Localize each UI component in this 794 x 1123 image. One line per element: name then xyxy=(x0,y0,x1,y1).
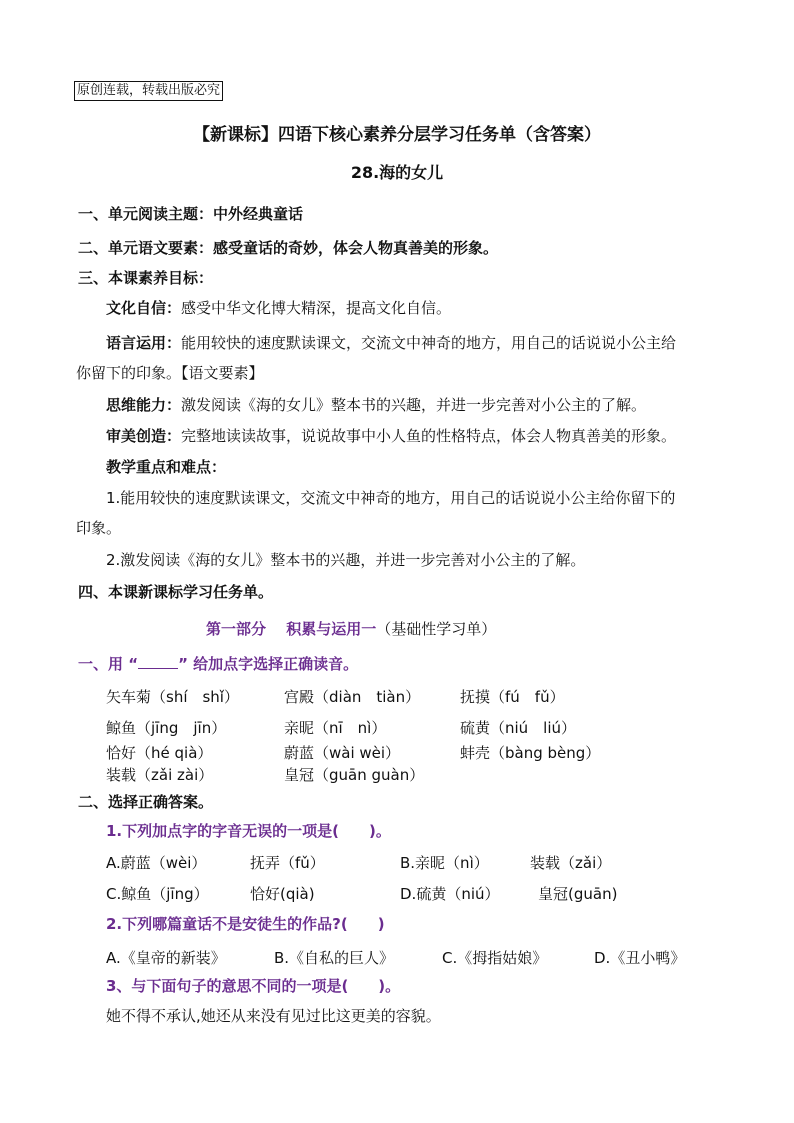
section-4: 四、本课新课标学习任务单。 xyxy=(78,583,274,601)
lesson-title: 28.海的女儿 xyxy=(350,163,444,182)
option-b2: 装载（zǎi） xyxy=(530,854,612,872)
pinyin-item: 皇冠（guān guàn） xyxy=(284,766,425,784)
option-d: D.硫黄（niú） xyxy=(400,885,500,903)
option-b: B.《自私的巨人》 xyxy=(274,949,395,967)
question-2-2-text: 2.下列哪篇童话不是安徒生的作品?( ) xyxy=(106,915,385,933)
goal-text: 完整地读读故事，说说故事中小人鱼的性格特点，体会人物真善美的形象。 xyxy=(181,427,677,445)
goal-culture xyxy=(106,298,451,318)
goal-language xyxy=(106,333,676,353)
question-1-prefix: 一、用 “ xyxy=(78,655,139,673)
goal-language-cont: 你留下的印象。【语文要素】 xyxy=(76,364,264,382)
option-c: C.鲸鱼（jīng） xyxy=(106,885,209,903)
pinyin-item: 抚摸（fú fǔ） xyxy=(460,688,565,706)
option-a: A.《皇帝的新装》 xyxy=(106,949,226,967)
part-heading xyxy=(206,619,496,639)
option-b: B.亲昵（nì） xyxy=(400,854,489,872)
pinyin-item: 亲昵（nī nì） xyxy=(284,719,387,737)
goal-thinking xyxy=(106,395,646,415)
question-1 xyxy=(78,654,358,674)
question-sentence: 她不得不承认,她还从来没有见过比这更美的容貌。 xyxy=(106,1007,441,1025)
pinyin-item: 装载（zǎi zài） xyxy=(106,766,214,784)
pinyin-item: 鲸鱼（jīng jīn） xyxy=(106,719,227,737)
option-d2: 皇冠(guān) xyxy=(538,885,618,903)
goal-aesthetic xyxy=(106,426,676,446)
option-c2: 恰好(qià) xyxy=(250,885,315,903)
goal-label: 审美创造： xyxy=(106,427,182,445)
goal-text: 能用较快的速度默读课文，交流文中神奇的地方，用自己的话说说小公主给 xyxy=(181,334,677,352)
key-point-1-cont: 印象。 xyxy=(76,519,122,537)
pinyin-item: 蔚蓝（wài wèi） xyxy=(284,744,401,762)
page-title: 【新课标】四语下核心素养分层学习任务单（含答案） xyxy=(193,125,601,145)
option-a: A.蔚蓝（wèi） xyxy=(106,854,207,872)
option-a2: 抚弄（fǔ） xyxy=(250,854,325,872)
part-title: 第一部分 积累与运用一 xyxy=(206,620,377,638)
goal-label: 文化自信： xyxy=(106,299,182,317)
goal-label: 语言运用： xyxy=(106,334,182,352)
pinyin-item: 硫黄（niú liú） xyxy=(460,719,577,737)
section-1: 一、单元阅读主题：中外经典童话 xyxy=(78,205,304,223)
copyright-stamp: 原创连载，转载出版必究 xyxy=(74,81,223,101)
question-2-3: 3、与下面句子的意思不同的一项是( )。 xyxy=(106,977,401,995)
section-2: 二、单元语文要素：感受童话的奇妙，体会人物真善美的形象。 xyxy=(78,239,499,257)
goal-label: 思维能力： xyxy=(106,396,182,414)
key-point-1: 1.能用较快的速度默读课文，交流文中神奇的地方，用自己的话说说小公主给你留下的 xyxy=(106,489,676,507)
section-3: 三、本课素养目标： xyxy=(78,269,214,287)
goal-text: 感受中华文化博大精深，提高文化自信。 xyxy=(181,299,452,317)
key-point-2: 2.激发阅读《海的女儿》整本书的兴趣，并进一步完善对小公主的了解。 xyxy=(106,551,586,569)
question-1-suffix: ” 给加点字选择正确读音。 xyxy=(178,655,359,673)
question-2: 二、选择正确答案。 xyxy=(78,793,214,811)
question-2-2 xyxy=(106,914,385,934)
key-points-title: 教学重点和难点： xyxy=(106,458,227,476)
option-d: D.《丑小鸭》 xyxy=(594,949,686,967)
goal-text: 激发阅读《海的女儿》整本书的兴趣，并进一步完善对小公主的了解。 xyxy=(181,396,647,414)
pinyin-item: 蚌壳（bàng bèng） xyxy=(460,744,601,762)
question-2-1: 1.下列加点字的字音无误的一项是( )。 xyxy=(106,822,391,840)
blank-line xyxy=(138,654,178,669)
pinyin-item: 矢车菊（shí shǐ） xyxy=(106,688,239,706)
part-subtitle: （基础性学习单） xyxy=(376,620,497,638)
pinyin-item: 宫殿（diàn tiàn） xyxy=(284,688,421,706)
option-c: C.《拇指姑娘》 xyxy=(442,949,548,967)
pinyin-item: 恰好（hé qià） xyxy=(106,744,213,762)
